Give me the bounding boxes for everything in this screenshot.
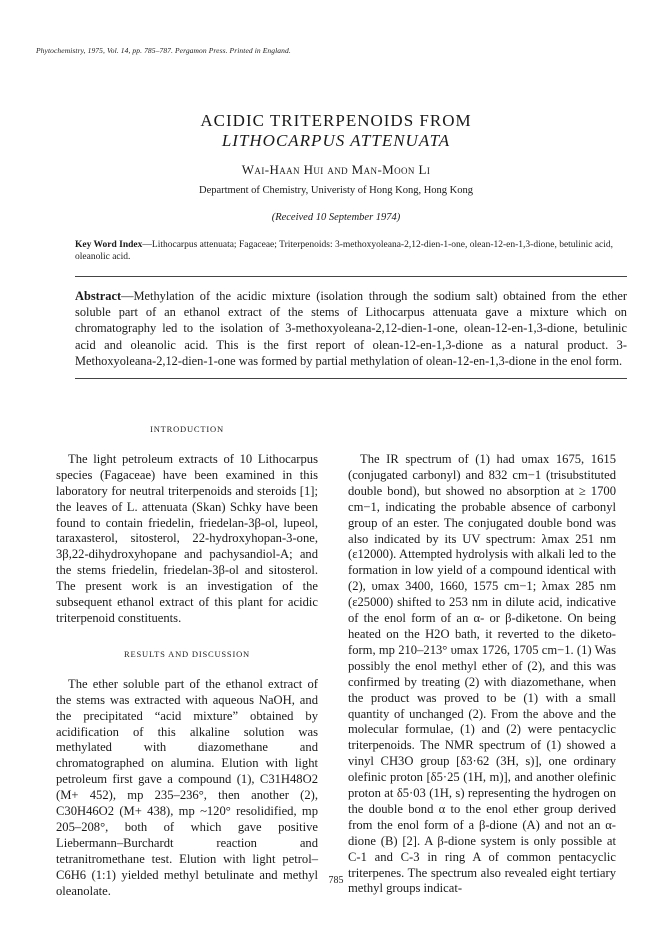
introduction-heading: INTRODUCTION <box>150 424 224 434</box>
keyword-index <box>75 239 635 263</box>
abstract <box>75 288 627 369</box>
abstract-text: —Methylation of the acidic mixture (isolation through the sodium salt) obtained from the ether soluble part of an ethanol extract of the stems of Lithocarpus attenuata gave a mixture which on chromatography led to the isolation of 3-methoxyoleana-2,12-dien-1-one, olean-12-en-1,3-dione, betulinic acid and oleanolic acid. This is the first report of olean-12-en-1,3-dione as a natural product. 3-Methoxyoleana-2,12-dien-1-one was formed by partial methylation of olean-12-en-1,3-dione in the enol form. <box>75 289 627 368</box>
article-title-line1: ACIDIC TRITERPENOIDS FROM <box>200 111 472 130</box>
abstract-top-rule <box>75 276 627 277</box>
results-paragraph: The ether soluble part of the ethanol extract of the stems was extracted with aqueous NaOH, and the precipitated “acid mixture” obtained by acidification of this alkaline solution was methylated with diazomethane and chromatographed on alumina. Elution with light petroleum first gave a compound (1), C31H48O2 (M+ 452), mp 235–236°, then another (2), C30H46O2 (M+ 438), mp ~120° resolidified, mp 205–208°, both of which gave positive Liebermann–Burchardt reaction and tetranitromethane test. Elution with light petrol–C6H6 (1:1) yielded methyl betulinate and methyl oleanolate. <box>56 676 318 898</box>
article-title-line2: LITHOCARPUS ATTENUATA <box>221 131 451 150</box>
authors: Wai-Haan Hui and Man-Moon Li <box>241 162 431 177</box>
page-number: 785 <box>328 875 344 886</box>
abstract-label: Abstract <box>75 289 122 303</box>
results-heading: RESULTS AND DISCUSSION <box>124 648 250 659</box>
affiliation: Department of Chemistry, Univeristy of Hong Kong, Hong Kong <box>198 185 474 196</box>
keyword-index-text: —Lithocarpus attenuata; Fagaceae; Triterpenoids: 3-methoxyoleana-2,12-dien-1-one, olean-12-en-1,3-dione, betulinic acid, oleanolic acid. <box>75 240 614 262</box>
ir-spectrum-paragraph: The IR spectrum of (1) had υmax 1675, 1615 (conjugated carbonyl) and 832 cm−1 (trisubstituted double bond), but showed no absorption at ≥ 1700 cm−1, indicating the probable absence of carbonyl group of an ester. The conjugated double bond was also indicated by its UV spectrum: λmax 251 nm (ε12000). Attempted hydrolysis with alkali led to the formation in low yield of a compound identical with (2), υmax 3400, 1660, 1575 cm−1; λmax 285 nm (ε25000) shifted to 253 nm in dilute acid, indicative of the enol form of an α- or β-diketone. On being heated on the H2O bath, it reverted to the diketo-form, mp 210–213° υmax 1726, 1705 cm−1. (1) Was possibly the enol methyl ether of (2), and this was confirmed by treating (2) with diazomethane, when the product was proved to be (1) with a small quantity of unchanged (2). From the above and the molecular formulae, (1) and (2) were pentacyclic triterpenoids. The NMR spectrum of (1) showed a vinyl CH3O group [δ3·62 (3H, s)], one ordinary olefinic proton [δ5·25 (1H, m)], and another olefinic proton at δ5·03 (1H, s) representing the hydrogen on the double bond α to the enol ether group derived from the enol form of a β-dione (A) and not an α-dione (B) [2]. A β-dione system is only possible at C-1 and C-3 in ring A of common pentacyclic triterpenes. The spectrum also revealed eight tertiary methyl groups indicat- <box>348 452 616 896</box>
introduction-paragraph: The light petroleum extracts of 10 Lithocarpus species (Fagaceae) have been examined in this laboratory for neutral triterpenoids and steroids [1]; the leaves of L. attenuata (Skan) Schky have been found to contain friedelin, friedelan-3β-ol, lupeol, taraxasterol, sitosterol, 22-hydroxyhopan-3-one, 3β,22-dihydroxyhopane and pachysandiol-A; and the stems friedelin, friedelan-3β-ol and sitosterol. The present work is an investigation of the subsequent ethanol extract of this plant for acidic triterpenoid constituents. <box>56 451 318 625</box>
right-column <box>348 452 616 897</box>
left-column <box>56 422 318 899</box>
journal-citation: Phytochemistry, 1975, Vol. 14, pp. 785–787. Pergamon Press. Printed in England. <box>36 46 291 55</box>
keyword-index-label: Key Word Index <box>75 240 143 250</box>
abstract-bottom-rule <box>75 378 627 379</box>
received-date: (Received 10 September 1974) <box>271 212 401 223</box>
